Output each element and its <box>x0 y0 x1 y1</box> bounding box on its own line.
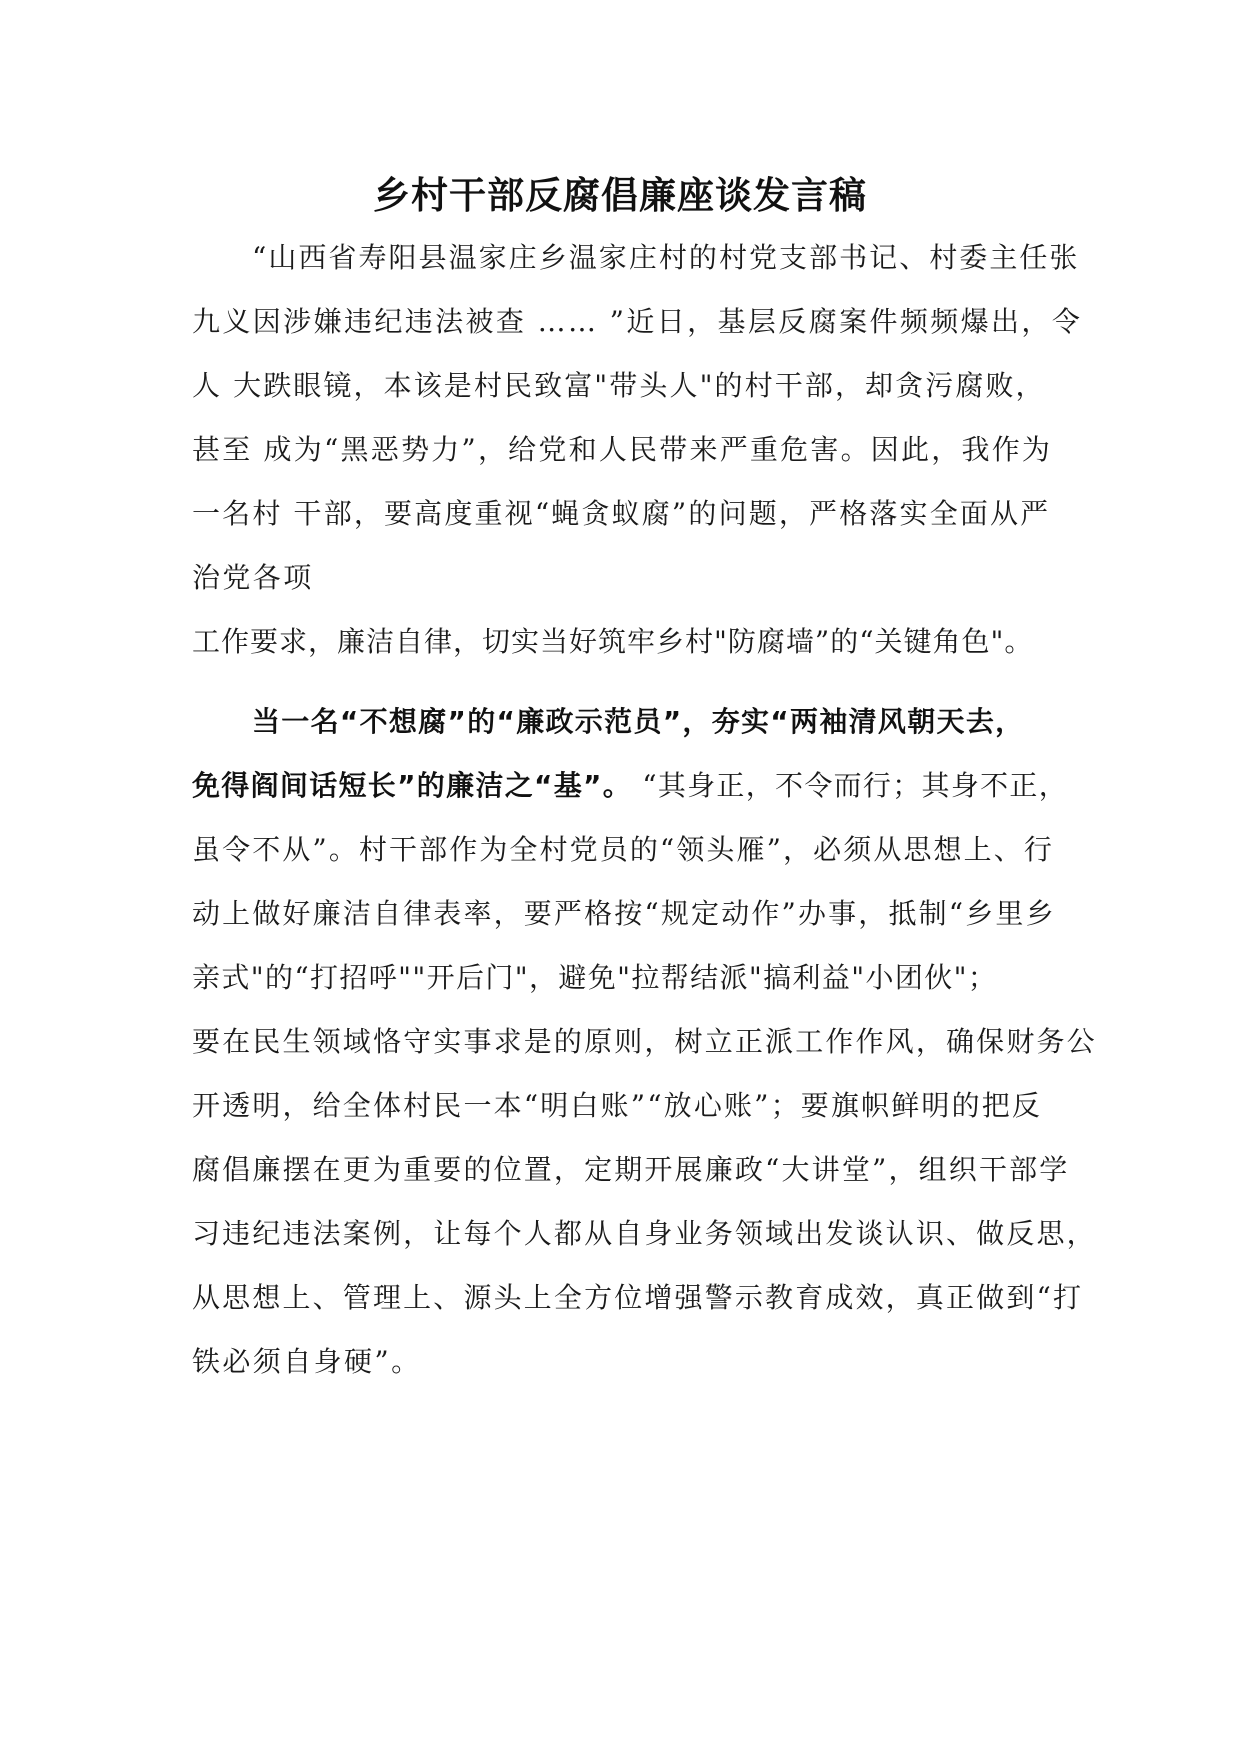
paragraph-text: “其身正，不令而行；其身不正， <box>632 769 1069 802</box>
paragraph-line: 治党各项 <box>192 561 314 594</box>
document-title: 乡村干部反腐倡廉座谈发言稿 <box>373 174 867 217</box>
paragraph-line: 从思想上、管理上、源头上全方位增强警示教育成效，真正做到“打 <box>192 1281 1084 1314</box>
paragraph-line: 铁必须自身硬”。 <box>192 1345 422 1378</box>
paragraph-line: 九义因涉嫌违纪违法被查 …… ”近日，基层反腐案件频频爆出，令 <box>192 305 1083 338</box>
paragraph-line: 开透明，给全体村民一本“明白账”“放心账”；要旗帜鲜明的把反 <box>192 1089 1043 1122</box>
paragraph-line: 要在民生领域恪守实事求是的原则，树立正派工作作风，确保财务公 <box>192 1025 1097 1058</box>
paragraph-line: 腐倡廉摆在更为重要的位置，定期开展廉政“大讲堂”，组织干部学 <box>192 1153 1070 1186</box>
paragraph-line: 一名村 干部，要高度重视“蝇贪蚁腐”的问题，严格落实全面从严 <box>192 497 1051 530</box>
paragraph-line: 人 大跌眼镜，本该是村民致富"带头人"的村干部，却贪污腐败， <box>192 369 1046 402</box>
paragraph-line: 亲式"的“打招呼""开后门"，避免"拉帮结派"搞利益"小团伙"； <box>192 961 998 994</box>
bold-heading-line: 当一名“不想腐”的“廉政示范员”，夯实“两袖清风朝天去， <box>252 705 1025 738</box>
paragraph-line: “山西省寿阳县温家庄乡温家庄村的村党支部书记、村委主任张 <box>252 241 1080 274</box>
paragraph-line: 甚至 成为“黑恶势力”，给党和人民带来严重危害。因此，我作为 <box>192 433 1053 466</box>
paragraph-line: 工作要求，廉洁自律，切实当好筑牢乡村"防腐墙”的“关键角色"。 <box>192 625 1034 658</box>
paragraph-line: 习违纪违法案例，让每个人都从自身业务领域出发谈认识、做反思， <box>192 1217 1097 1250</box>
bold-heading-line: 免得阎间话短长”的廉洁之“基”。 <box>192 769 633 802</box>
paragraph-line: 虽令不从”。村干部作为全村党员的“领头雁”，必须从思想上、行 <box>192 833 1054 866</box>
paragraph-line: 动上做好廉洁自律表率，要严格按“规定动作”办事，抵制“乡里乡 <box>192 897 1056 930</box>
